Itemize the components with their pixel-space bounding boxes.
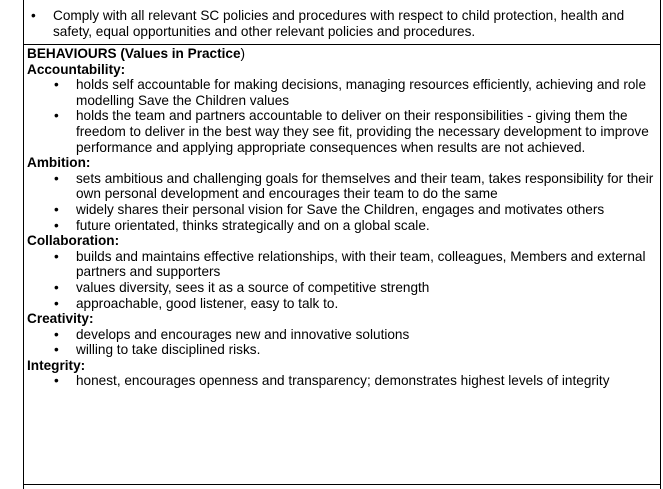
list-item: • values diversity, sees it as a source of competitive strength [27,280,655,296]
behaviours-cell [27,46,655,389]
list-item: • builds and maintains effective relationships, with their team, colleagues, Members and external partners and supporters [27,249,655,280]
list-item: • sets ambitious and challenging goals for themselves and their team, takes responsibility for their own personal development and encourages their team to do the same [27,171,655,202]
list-item: • willing to take disciplined risks. [27,342,655,358]
ambition-list [27,171,655,233]
creativity-list [27,327,655,358]
list-item: • holds self accountable for making decisions, managing resources efficiently, achieving and role modelling Save the Children values [27,77,655,108]
section-heading-creativity: Creativity: [27,311,94,327]
compliance-cell [29,8,654,39]
section-heading-ambition: Ambition: [27,155,91,171]
section-heading-integrity: Integrity: [27,357,86,373]
compliance-item: • Comply with all relevant SC policies and procedures with respect to child protection, health and safety, equal opportunities and other relevant policies and procedures. [29,8,654,39]
table-divider [23,44,660,45]
behaviours-title [27,46,655,62]
section-heading-accountability: Accountability: [27,61,126,77]
behaviours-title-bold: BEHAVIOURS (Values in Practice [27,46,241,61]
compliance-list [29,8,654,39]
list-item: • develops and encourages new and innovative solutions [27,327,655,343]
behaviours-title-tail: ) [240,46,246,61]
list-item: • widely shares their personal vision for Save the Children, engages and motivates others [27,202,655,218]
table-bottom-border [23,484,660,485]
list-item: • approachable, good listener, easy to talk to. [27,296,655,312]
integrity-list [27,373,655,389]
list-item: • honest, encourages openness and transparency; demonstrates highest levels of integrity [27,373,655,389]
list-item: • future orientated, thinks strategically and on a global scale. [27,218,655,234]
collaboration-list [27,249,655,311]
list-item: • holds the team and partners accountable to deliver on their responsibilities - giving them the freedom to deliver in the best way they see fit, providing the necessary development to improve performance and applying appropriate consequences when results are not achieved. [27,108,655,155]
accountability-list [27,77,655,155]
section-heading-collaboration: Collaboration: [27,233,120,249]
